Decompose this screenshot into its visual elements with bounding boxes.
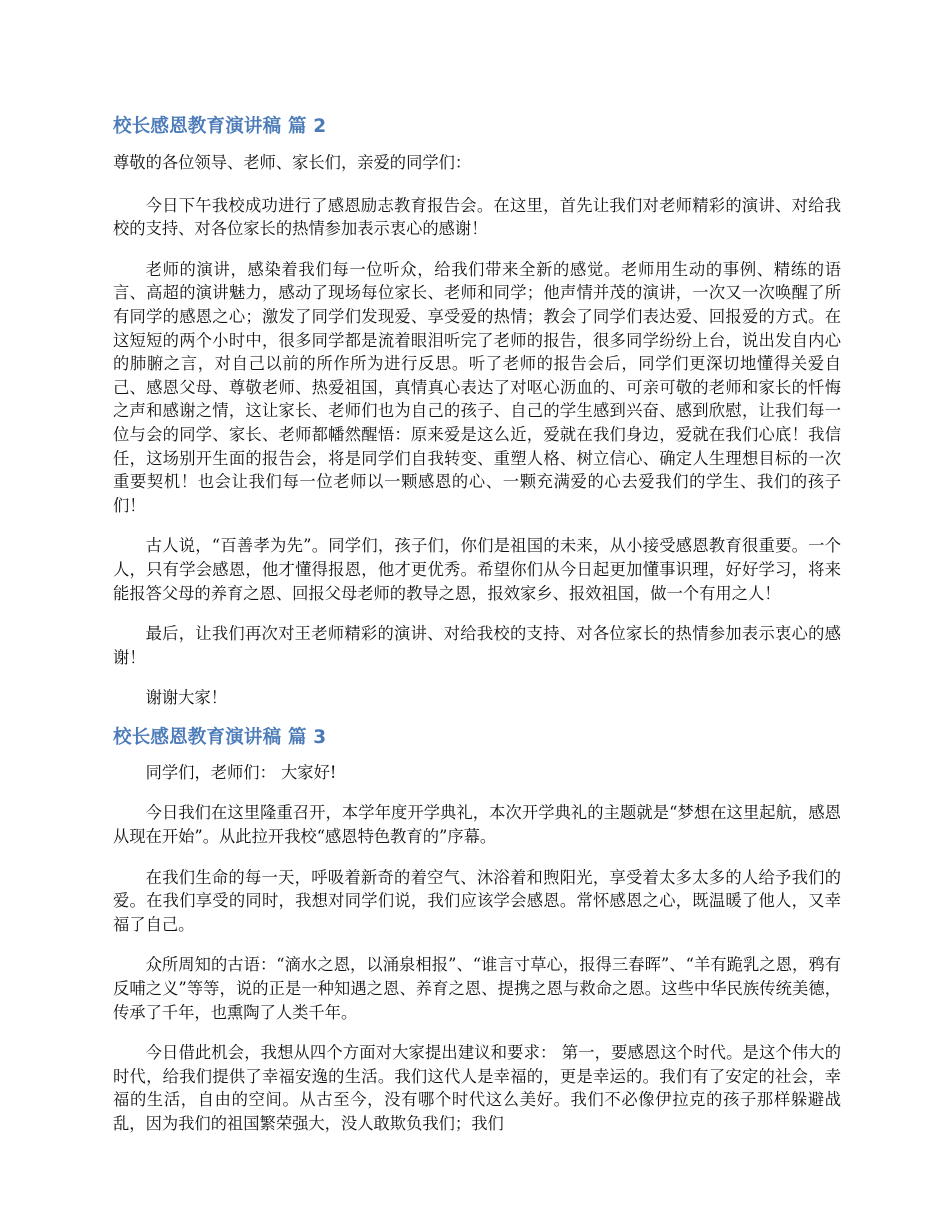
body-paragraph: 今日借此机会，我想从四个方面对大家提出建议和要求： 第一，要感恩这个时代。是这个伟大的时代，给我们提供了幸福安逸的生活。我们这代人是幸福的，更是幸运的。我们有了安定的社会，幸福的生活，自由的空间。从古至今，没有哪个时代这么美好。我们不必像伊拉克的孩子那样躲避战乱，因为我们的祖国繁荣强大，没人敢欺负我们；我们	[113, 1043, 841, 1133]
body-paragraph: 今日下午我校成功进行了感恩励志教育报告会。在这里，首先让我们对老师精彩的演讲、对给我校的支持、对各位家长的热情参加表示衷心的感谢！	[113, 195, 841, 239]
document-content	[113, 112, 841, 1136]
body-paragraph: 老师的演讲，感染着我们每一位听众，给我们带来全新的感觉。老师用生动的事例、精练的语言、高超的演讲魅力，感动了现场每位家长、老师和同学；他声情并茂的演讲，一次又一次唤醒了所有同学的感恩之心；激发了同学们发现爱、享受爱的热情；教会了同学们表达爱、回报爱的方式。在这短短的两个小时中，很多同学都是流着眼泪听完了老师的报告，很多同学纷纷上台，说出发自内心的肺腑之言，对自己以前的所作所为进行反思。听了老师的报告会后，同学们更深切地懂得关爱自己、感恩父母、尊敬老师、热爱祖国，真情真心表达了对呕心沥血的、可亲可敬的老师和家长的忏悔之声和感谢之情，这让家长、老师们也为自己的孩子、自己的学生感到兴奋、感到欣慰，让我们每一位与会的同学、家长、老师都幡然醒悟：原来爱是这么近，爱就在我们身边，爱就在我们心底！我信任，这场别开生面的报告会，将是同学们自我转变、重塑人格、树立信心、确定人生理想目标的一次重要契机！也会让我们每一位老师以一颗感恩的心、一颗充满爱的心去爱我们的学生、我们的孩子们！	[113, 259, 841, 515]
body-paragraph: 古人说，“百善孝为先”。同学们，孩子们，你们是祖国的未来，从小接受感恩教育很重要。一个人，只有学会感恩，他才懂得报恩，他才更优秀。希望你们从今日起更加懂事识理，好好学习，将来能报答父母的养育之恩、回报父母老师的教导之恩，报效家乡、报效祖国，做一个有用之人！	[113, 536, 841, 603]
salutation-paragraph: 同学们，老师们： 大家好!	[145, 762, 337, 782]
closing-paragraph: 谢谢大家！	[145, 688, 228, 708]
section-heading: 校长感恩教育演讲稿 篇 2	[113, 116, 327, 137]
body-paragraph: 在我们生命的每一天，呼吸着新奇的着空气、沐浴着和煦阳光，享受着太多太多的人给予我们的爱。在我们享受的同时，我想对同学们说，我们应该学会感恩。常怀感恩之心，既温暖了他人，又幸福了自己。	[113, 867, 841, 934]
salutation-paragraph: 尊敬的各位领导、老师、家长们，亲爱的同学们：	[113, 153, 472, 172]
body-paragraph: 最后，让我们再次对王老师精彩的演讲、对给我校的支持、对各位家长的热情参加表示衷心的感谢！	[113, 624, 841, 667]
speech-section-2	[113, 112, 841, 710]
section-heading: 校长感恩教育演讲稿 篇 3	[113, 726, 327, 748]
speech-section-3	[113, 723, 841, 1136]
body-paragraph: 今日我们在这里隆重召开，本学年度开学典礼，本次开学典礼的主题就是“梦想在这里起航，感恩从现在开始”。从此拉开我校“感恩特色教育的”序幕。	[113, 803, 841, 847]
body-paragraph: 众所周知的古语：“滴水之恩，以涌泉相报”、“谁言寸草心，报得三春晖”、“羊有跪乳之恩，鸦有反哺之义”等等，说的正是一种知遇之恩、养育之恩、提携之恩与救命之恩。这些中华民族传统美德，传承了千年，也熏陶了人类千年。	[113, 955, 841, 1022]
